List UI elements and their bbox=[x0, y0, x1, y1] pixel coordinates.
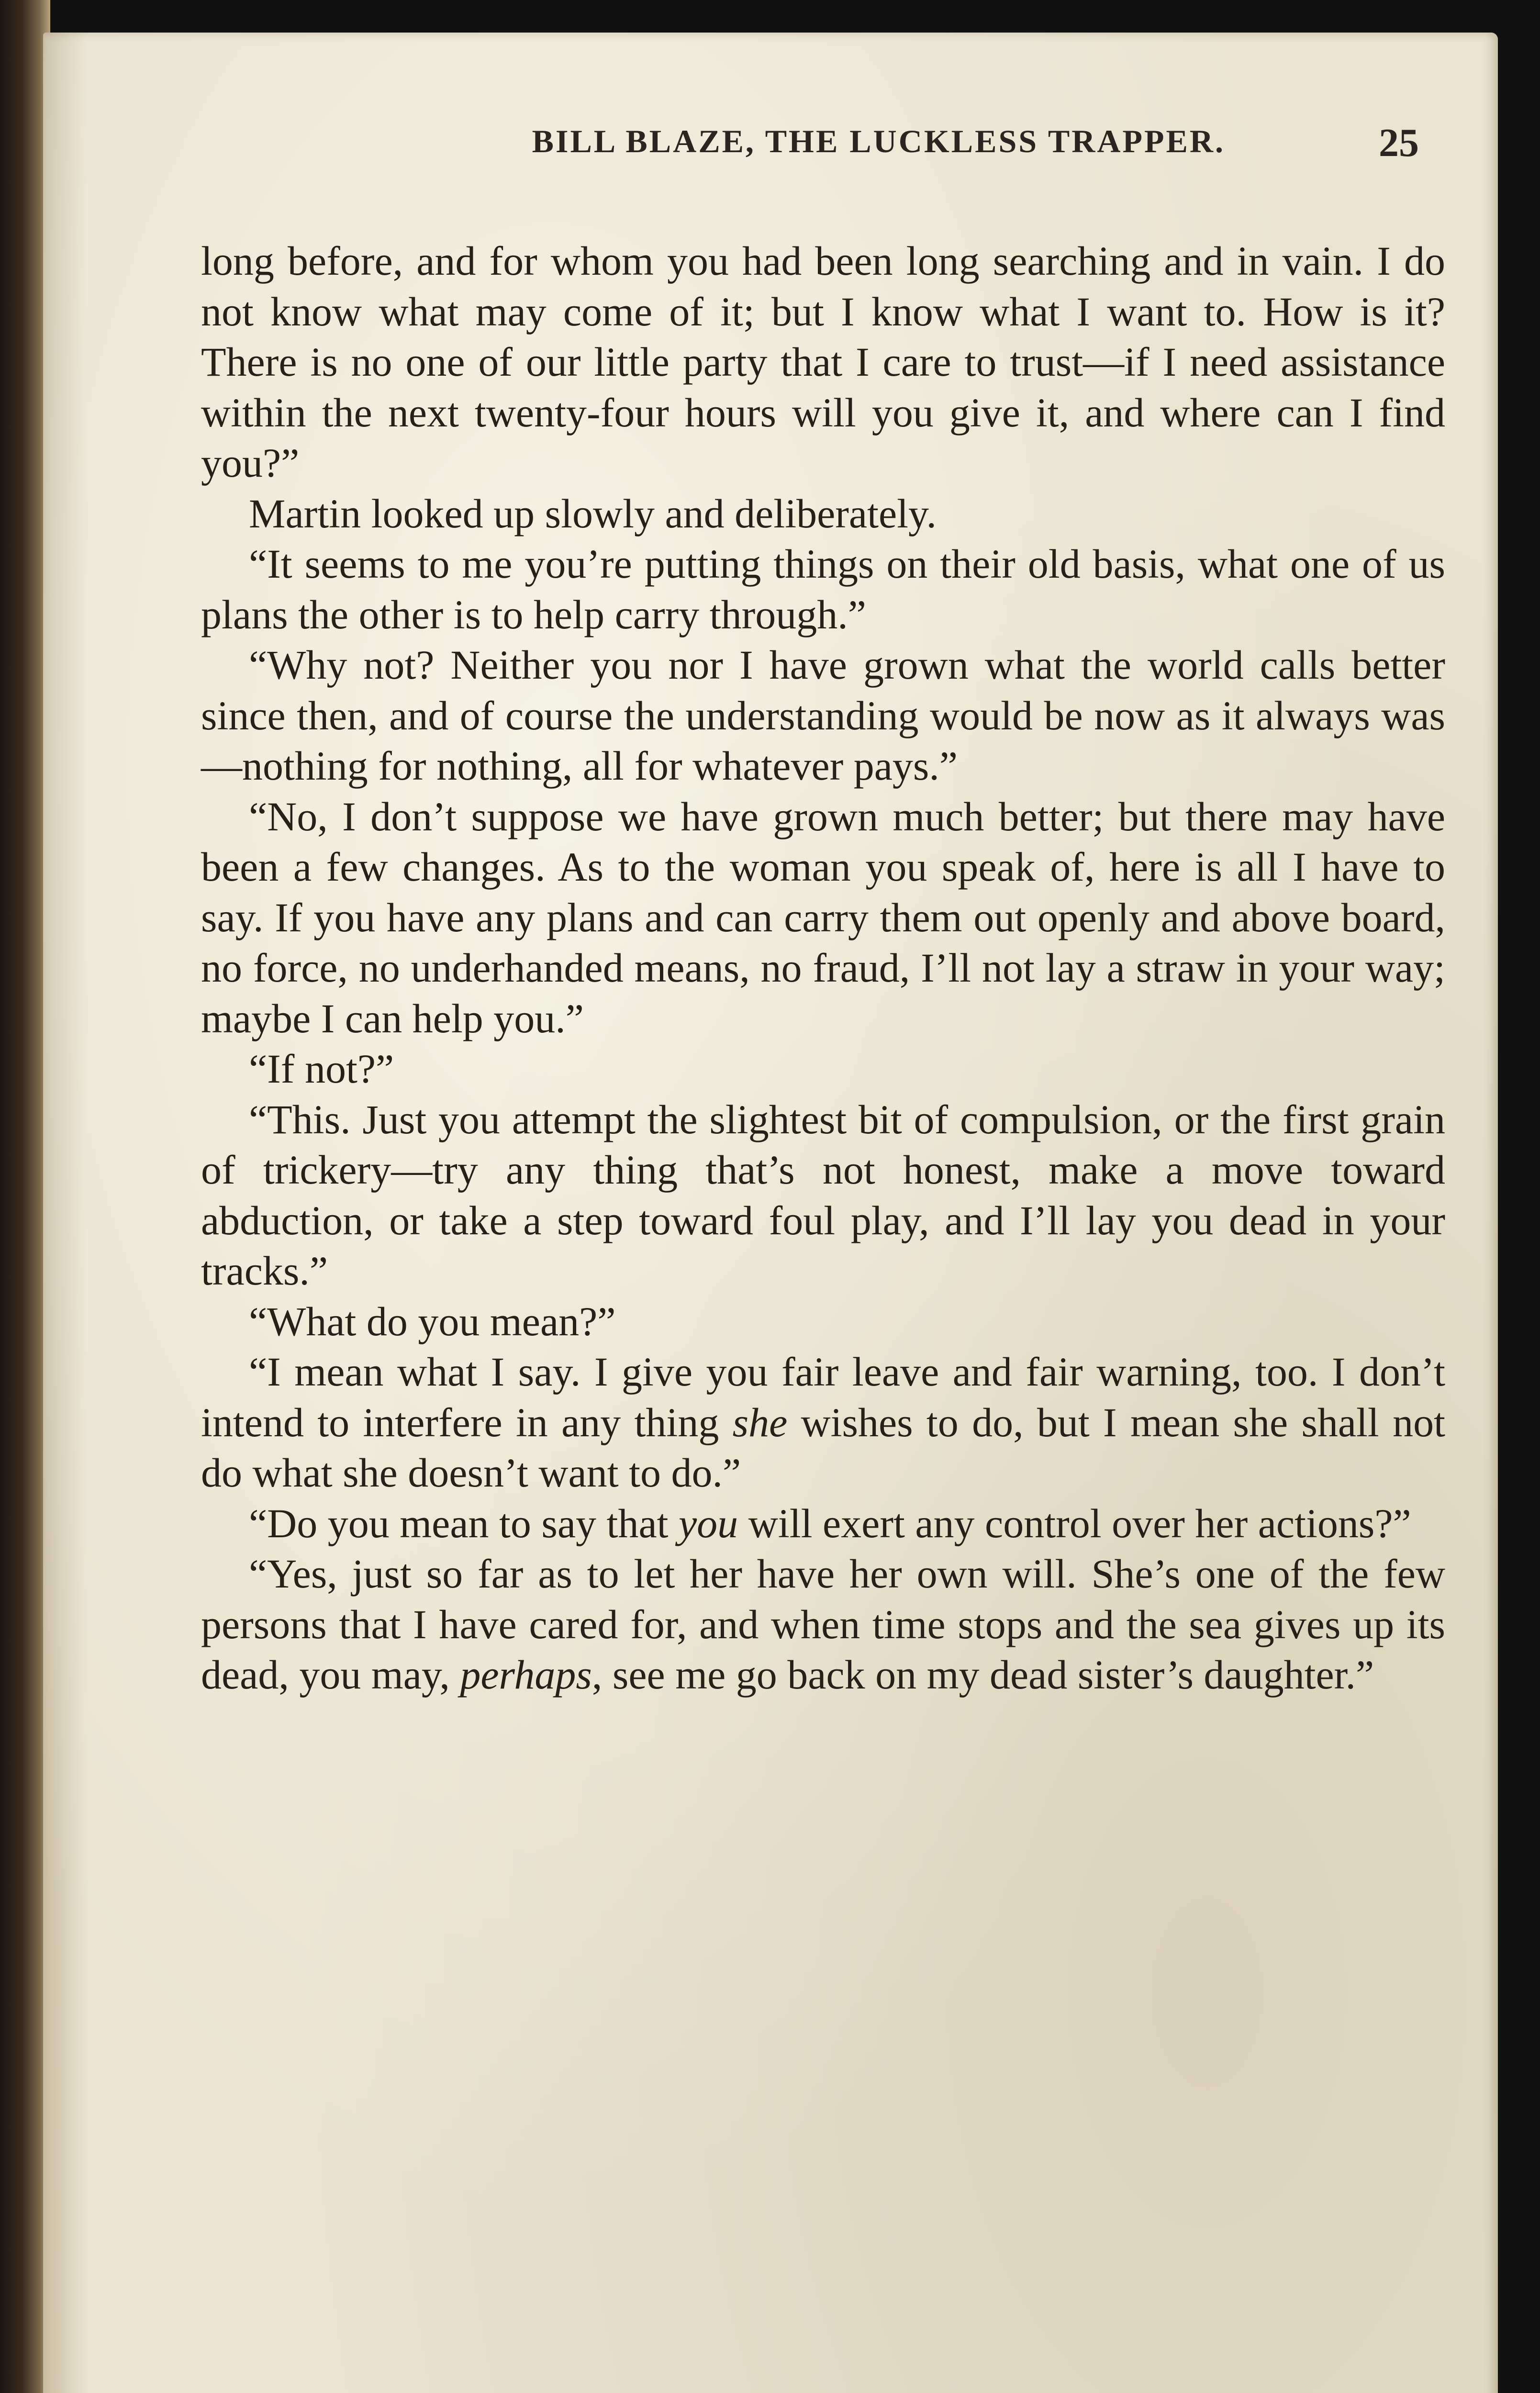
paragraph bbox=[201, 539, 1445, 640]
paragraph bbox=[201, 236, 1445, 489]
paragraph-text: , see me go back on my dead sister’s daughter.” bbox=[591, 1652, 1374, 1698]
paragraph-text: Martin looked up slowly and deliberately. bbox=[249, 490, 937, 537]
italic-emphasis: you bbox=[679, 1500, 738, 1546]
paragraph-text: wishes to do, but I mean she shall not do what she doesn’t want to do.” bbox=[201, 1399, 1445, 1496]
italic-emphasis: she bbox=[732, 1399, 788, 1445]
paragraph-text: “What do you mean?” bbox=[249, 1298, 616, 1344]
paragraph bbox=[201, 1549, 1445, 1700]
paragraph-text: “If not?” bbox=[249, 1046, 394, 1092]
paragraph-text: “I mean what I say. I give you fair leave and fair warning, too. I don’t intend to interfere in any thing bbox=[201, 1349, 1445, 1445]
paragraph bbox=[201, 1095, 1445, 1297]
paragraph-text: “Do you mean to say that bbox=[249, 1500, 679, 1546]
paragraph bbox=[201, 792, 1445, 1044]
book-page bbox=[43, 33, 1498, 2393]
paragraph-text: “It seems to me you’re putting things on their old basis, what one of us plans the other is to help carry through.” bbox=[201, 541, 1445, 637]
page-body-text bbox=[201, 236, 1445, 1700]
paragraph-text: “Why not? Neither you nor I have grown what the world calls better since then, and of course the understanding would be now as it always was—nothing for nothing, all for whatever pays.” bbox=[201, 642, 1445, 789]
paragraph bbox=[201, 640, 1445, 792]
paragraph-text: long before, and for whom you had been long searching and in vain. I do not know what may come of it; but I know what I want to. How is it? There is no one of our little party that I care to trust—if I need assistance within the next twenty-four hours will you give it, and where can I find you?” bbox=[201, 238, 1445, 486]
paragraph-text: “No, I don’t suppose we have grown much better; but there may have been a few changes. As to the woman you speak of, here is all I have to say. If you have any plans and can carry them out openly and above board, no force, no underhanded means, no fraud, I’ll not lay a straw in your way; maybe I can help you.” bbox=[201, 793, 1445, 1041]
paragraph bbox=[201, 1297, 1445, 1347]
paragraph-text: will exert any control over her actions?” bbox=[738, 1500, 1411, 1546]
paragraph-text: “This. Just you attempt the slightest bit of compulsion, or the first grain of trickery—try any thing that’s not honest, make a move toward abduction, or take a step toward foul play, and I’ll lay you dead in your tracks.” bbox=[201, 1096, 1445, 1294]
running-title: BILL BLAZE, THE LUCKLESS TRAPPER. bbox=[532, 123, 1225, 159]
paragraph bbox=[201, 1044, 1445, 1095]
page-number: 25 bbox=[1379, 121, 1419, 165]
paragraph-text: “Yes, just so far as to let her have her own will. She’s one of the few persons that I have cared for, and when time stops and the sea gives up its dead, you may, bbox=[201, 1551, 1445, 1698]
paragraph bbox=[201, 489, 1445, 539]
paragraph bbox=[201, 1347, 1445, 1498]
italic-emphasis: perhaps bbox=[460, 1652, 592, 1698]
paragraph bbox=[201, 1498, 1445, 1549]
